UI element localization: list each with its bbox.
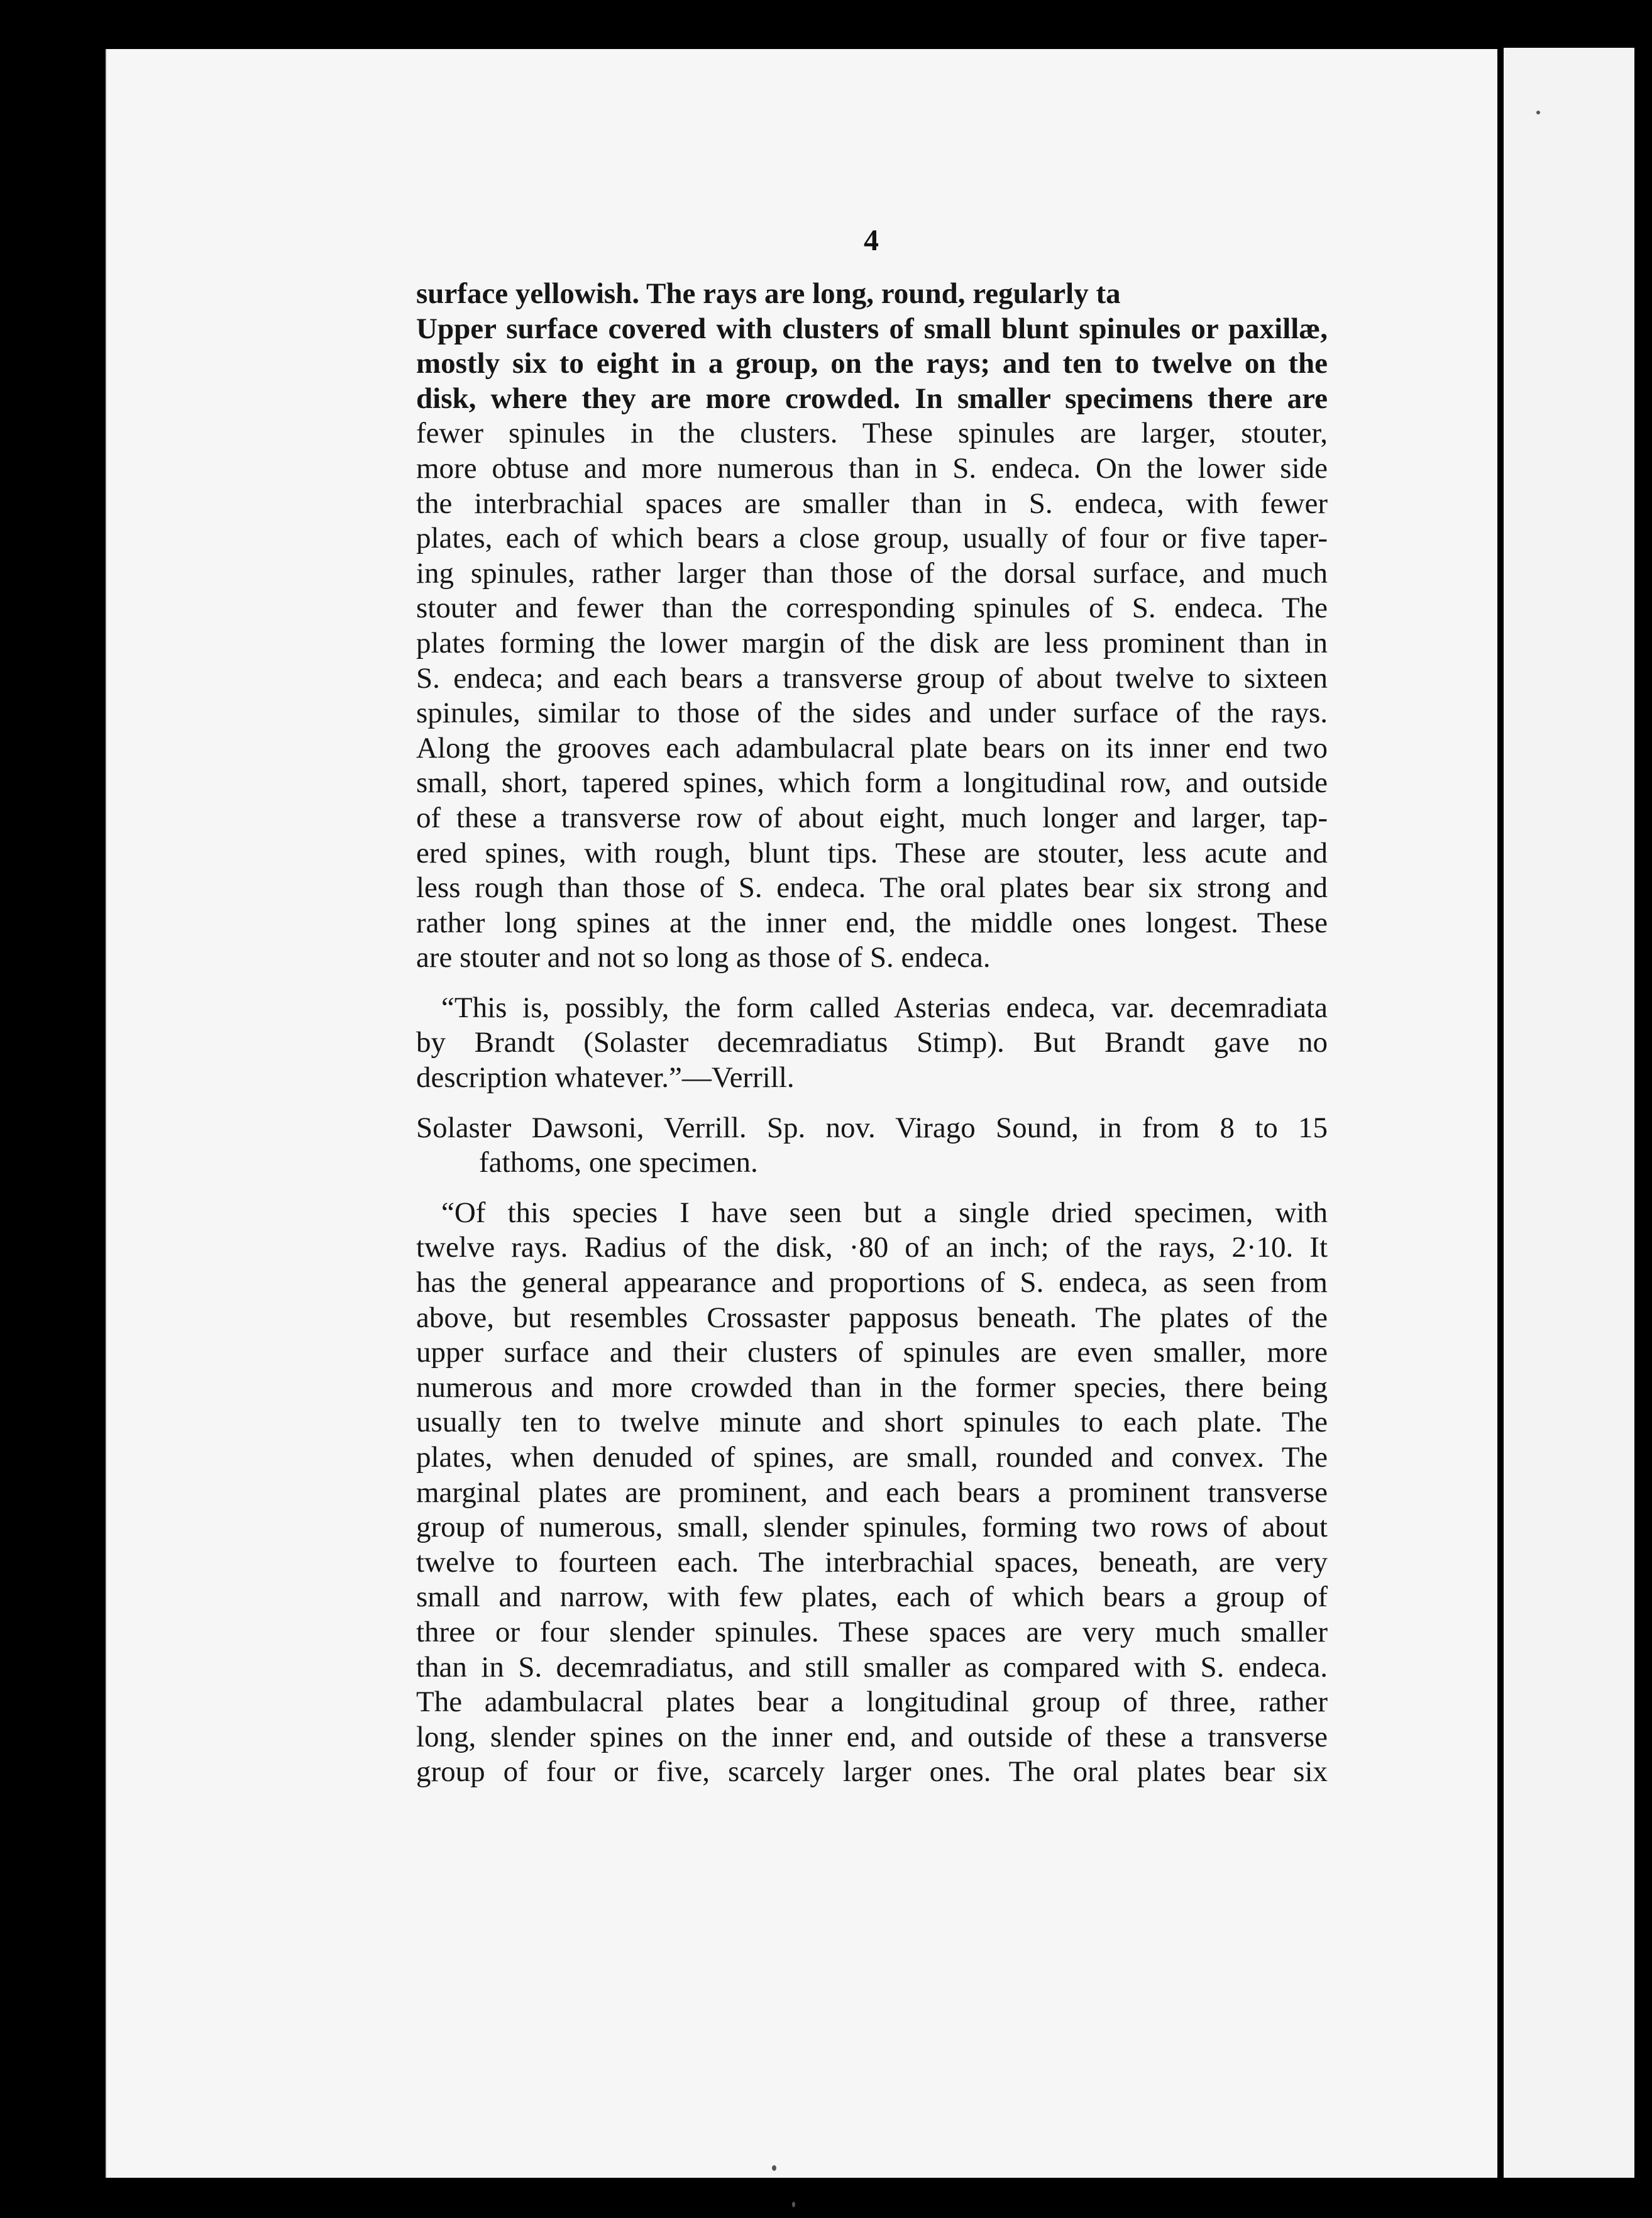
text-line: The adambulacral plates bear a longitudinal group of three, rather [416, 1686, 1328, 1719]
text-line: has the general appearance and proportions of S. endeca, as seen from [416, 1266, 1328, 1299]
text-line: Along the grooves each adambulacral plate bears on its inner end two [416, 731, 1328, 764]
text-line: by Brandt (Solaster decemradiatus Stimp). But Brandt gave no [416, 1026, 1328, 1059]
facing-page-edge [1504, 48, 1634, 2178]
scan-speck [1536, 111, 1540, 114]
text-line: usually ten to twelve minute and short spinules to each plate. The [416, 1406, 1328, 1439]
text-line: surface yellowish. The rays are long, round, regularly ta [416, 277, 1121, 310]
text-line: S. endeca; and each bears a transverse group of about twelve to sixteen [416, 661, 1328, 695]
text-line: twelve to fourteen each. The interbrachial spaces, beneath, are very [416, 1545, 1328, 1579]
text-line: plates, when denuded of spines, are small, rounded and convex. The [416, 1441, 1328, 1474]
text-line: three or four slender spinules. These spaces are very much smaller [416, 1615, 1328, 1648]
paragraph-gap [416, 1181, 1328, 1196]
text-line: ing spinules, rather larger than those of the dorsal surface, and much [416, 556, 1328, 590]
scan-speck [792, 2202, 795, 2207]
text-line: less rough than those of S. endeca. The oral plates bear six strong and [416, 871, 1328, 905]
description-paragraph [416, 1196, 1328, 1790]
scan-speck [772, 2165, 776, 2171]
text-line: small and narrow, with few plates, each of which bears a group of [416, 1581, 1328, 1614]
text-line: more obtuse and more numerous than in S. endeca. On the lower side [416, 451, 1328, 485]
text-line: numerous and more crowded than in the former species, there being [416, 1371, 1328, 1404]
text-line: plates forming the lower margin of the disk are less prominent than in [416, 626, 1328, 659]
text-line: Upper surface covered with clusters of small blunt spinules or paxillæ, [416, 312, 1328, 345]
paragraph-gap [416, 976, 1328, 991]
text-line: upper surface and their clusters of spinules are even smaller, more [416, 1336, 1328, 1369]
text-line: “Of this species I have seen but a single dried specimen, with [441, 1196, 1328, 1229]
text-line: ered spines, with rough, blunt tips. These are stouter, less acute and [416, 836, 1328, 869]
body-text [416, 277, 1328, 1790]
text-line: than in S. decemradiatus, and still smaller as compared with S. endeca. [416, 1650, 1328, 1684]
text-line: disk, where they are more crowded. In smaller specimens there are [416, 382, 1328, 415]
text-line: mostly six to eight in a group, on the rays; and ten to twelve on the [416, 347, 1328, 380]
text-line: marginal plates are prominent, and each bears a prominent transverse [416, 1476, 1328, 1509]
text-line: the interbrachial spaces are smaller than in S. endeca, with fewer [416, 487, 1328, 520]
paragraph [416, 277, 1328, 976]
text-line: above, but resembles Crossaster papposus beneath. The plates of the [416, 1301, 1328, 1334]
text-line: fathoms, one specimen. [479, 1146, 758, 1179]
text-line: of these a transverse row of about eight, much longer and larger, tap- [416, 801, 1328, 834]
text-line: fewer spinules in the clusters. These spinules are larger, stouter, [416, 417, 1328, 450]
quotation-paragraph [416, 991, 1328, 1096]
text-line: rather long spines at the inner end, the middle ones longest. These [416, 906, 1328, 939]
text-line: group of four or five, scarcely larger ones. The oral plates bear six [416, 1755, 1328, 1789]
text-line: long, slender spines on the inner end, and outside of these a transverse [416, 1720, 1328, 1753]
species-entry [416, 1111, 1328, 1181]
text-line: small, short, tapered spines, which form a longitudinal row, and outside [416, 766, 1328, 800]
text-line: group of numerous, small, slender spinules, forming two rows of about [416, 1511, 1328, 1544]
text-line: “This is, possibly, the form called Asterias endeca, var. decemradiata [441, 991, 1328, 1024]
page-number: 4 [864, 224, 879, 257]
paragraph-gap [416, 1096, 1328, 1111]
text-line: are stouter and not so long as those of S. endeca. [416, 941, 991, 974]
text-line: stouter and fewer than the corresponding spinules of S. endeca. The [416, 592, 1328, 625]
text-line: plates, each of which bears a close group, usually of four or five taper- [416, 522, 1328, 555]
text-line: twelve rays. Radius of the disk, ·80 of an inch; of the rays, 2·10. It [416, 1231, 1328, 1264]
text-line: description whatever.”—Verrill. [416, 1061, 795, 1095]
text-line: Solaster Dawsoni, Verrill. Sp. nov. Virago Sound, in from 8 to 15 [416, 1111, 1328, 1144]
text-line: spinules, similar to those of the sides and under surface of the rays. [416, 697, 1328, 730]
